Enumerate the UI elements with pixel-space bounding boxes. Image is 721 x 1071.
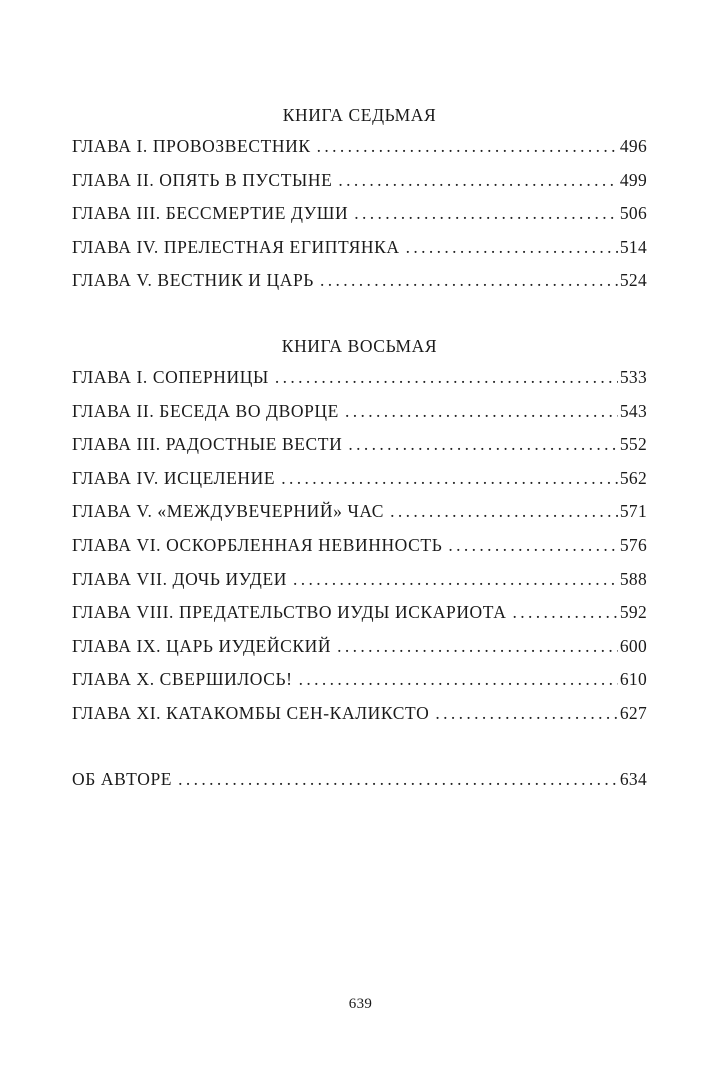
toc-entry[interactable] bbox=[72, 663, 647, 697]
chapter-title: ГЛАВА V. ВЕСТНИК И ЦАРЬ bbox=[72, 270, 314, 291]
chapter-title: ГЛАВА III. БЕССМЕРТИЕ ДУШИ bbox=[72, 203, 349, 224]
page-number: 576 bbox=[619, 534, 647, 555]
dot-leader bbox=[178, 763, 618, 797]
dot-leader bbox=[348, 428, 618, 462]
chapter-title: ГЛАВА IV. ПРЕЛЕСТНАЯ ЕГИПТЯНКА bbox=[72, 236, 400, 257]
dot-leader bbox=[317, 130, 618, 164]
folio-page-number: 639 bbox=[348, 996, 373, 1012]
toc-entry[interactable] bbox=[72, 697, 647, 731]
toc-entry[interactable] bbox=[72, 428, 647, 462]
chapter-title: ГЛАВА VII. ДОЧЬ ИУДЕИ bbox=[72, 568, 287, 589]
toc-entry[interactable] bbox=[72, 563, 647, 597]
toc-entry[interactable] bbox=[72, 462, 647, 496]
about-author-title: ОБ АВТОРЕ bbox=[72, 768, 173, 789]
toc-entry[interactable] bbox=[72, 630, 647, 664]
page-number: 592 bbox=[619, 602, 647, 623]
toc-entry[interactable] bbox=[72, 361, 647, 395]
page-number: 524 bbox=[619, 270, 647, 291]
page-number: 600 bbox=[619, 635, 647, 656]
book-seven-title: КНИГА СЕДЬМАЯ bbox=[282, 105, 437, 125]
chapter-title: ГЛАВА I. СОПЕРНИЦЫ bbox=[72, 366, 269, 387]
dot-leader bbox=[435, 697, 618, 731]
book-eight-title: КНИГА ВОСЬМАЯ bbox=[281, 335, 438, 356]
page-number: 634 bbox=[619, 768, 647, 789]
chapter-title: ГЛАВА IV. ИСЦЕЛЕНИЕ bbox=[72, 467, 276, 488]
table-of-contents bbox=[72, 100, 647, 796]
page-number: 627 bbox=[619, 702, 647, 723]
toc-entry[interactable] bbox=[72, 197, 647, 231]
chapter-title: ГЛАВА IX. ЦАРЬ ИУДЕЙСКИЙ bbox=[72, 635, 332, 656]
page-number: 514 bbox=[619, 236, 647, 257]
dot-leader bbox=[354, 197, 618, 231]
page-number: 610 bbox=[619, 669, 647, 690]
toc-entry[interactable] bbox=[72, 395, 647, 429]
dot-leader bbox=[512, 596, 617, 630]
page-number: 552 bbox=[619, 434, 647, 455]
page-number: 496 bbox=[619, 136, 647, 156]
page-number: 506 bbox=[619, 203, 647, 224]
dot-leader bbox=[345, 395, 618, 429]
chapter-title: ГЛАВА VIII. ПРЕДАТЕЛЬСТВО ИУДЫ ИСКАРИОТА bbox=[72, 602, 507, 623]
chapter-title: ГЛАВА XI. КАТАКОМБЫ СЕН-КАЛИКСТО bbox=[72, 702, 430, 723]
page-number: 499 bbox=[619, 169, 647, 190]
dot-leader bbox=[281, 462, 618, 496]
toc-entry-about-author[interactable] bbox=[72, 763, 647, 797]
chapter-title: ГЛАВА VI. ОСКОРБЛЕННАЯ НЕВИННОСТЬ bbox=[72, 534, 443, 555]
dot-leader bbox=[293, 563, 618, 597]
dot-leader bbox=[337, 630, 618, 664]
page-number: 562 bbox=[619, 467, 647, 488]
toc-entry[interactable] bbox=[72, 130, 647, 164]
toc-entry[interactable] bbox=[72, 495, 647, 529]
dot-leader bbox=[320, 264, 618, 298]
dot-leader bbox=[406, 231, 618, 265]
page-number: 588 bbox=[619, 568, 647, 589]
toc-entry[interactable] bbox=[72, 264, 647, 298]
chapter-title: ГЛАВА V. «МЕЖДУВЕЧЕРНИЙ» ЧАС bbox=[72, 501, 385, 522]
chapter-title: ГЛАВА II. БЕСЕДА ВО ДВОРЦЕ bbox=[72, 400, 339, 421]
chapter-title: ГЛАВА I. ПРОВОЗВЕСТНИК bbox=[72, 136, 311, 156]
toc-entry[interactable] bbox=[72, 164, 647, 198]
chapter-title: ГЛАВА II. ОПЯТЬ В ПУСТЫНЕ bbox=[72, 169, 333, 190]
toc-entry[interactable] bbox=[72, 596, 647, 630]
section-spacer bbox=[72, 731, 647, 763]
page-number: 543 bbox=[619, 400, 647, 421]
toc-entry[interactable] bbox=[72, 231, 647, 265]
dot-leader bbox=[390, 495, 618, 529]
dot-leader bbox=[299, 663, 618, 697]
chapter-title: ГЛАВА III. РАДОСТНЫЕ ВЕСТИ bbox=[72, 434, 343, 455]
section-spacer bbox=[72, 298, 647, 331]
dot-leader bbox=[448, 529, 617, 563]
toc-entry[interactable] bbox=[72, 529, 647, 563]
page-number: 533 bbox=[619, 366, 647, 387]
page-number: 571 bbox=[619, 501, 647, 522]
dot-leader bbox=[338, 164, 617, 198]
chapter-title: ГЛАВА X. СВЕРШИЛОСЬ! bbox=[72, 669, 293, 690]
dot-leader bbox=[275, 361, 618, 395]
